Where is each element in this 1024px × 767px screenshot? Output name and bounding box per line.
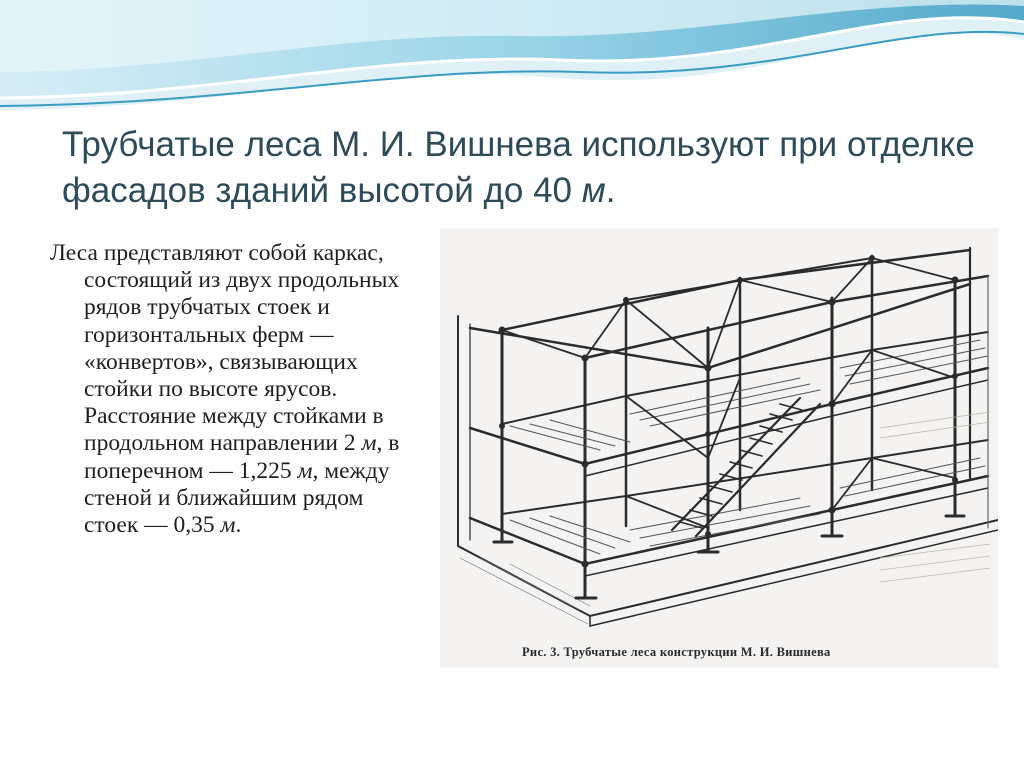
body-paragraph: Леса представляют собой каркас, состоящий из двух продольных рядов трубчатых стоек и горизонтальных ферм — «конвертов», связывающих стойки по высоте ярусов. Расстояние между стойками в продольном направлении 2 м, в поперечном — 1,225 м, между стеной и ближайшим рядом стоек — 0,35 м. bbox=[50, 240, 400, 539]
scaffold-drawing bbox=[440, 228, 998, 668]
figure-caption: Рис. 3. Трубчатые леса конструкции М. И. Вишнева bbox=[522, 645, 831, 659]
scaffold-figure bbox=[440, 228, 998, 668]
slide-title: Трубчатые леса М. И. Вишнева используют при отделке фасадов зданий высотой до 40 м. bbox=[62, 125, 975, 210]
body-text bbox=[50, 240, 420, 539]
header-wave-decoration bbox=[0, 0, 1024, 115]
